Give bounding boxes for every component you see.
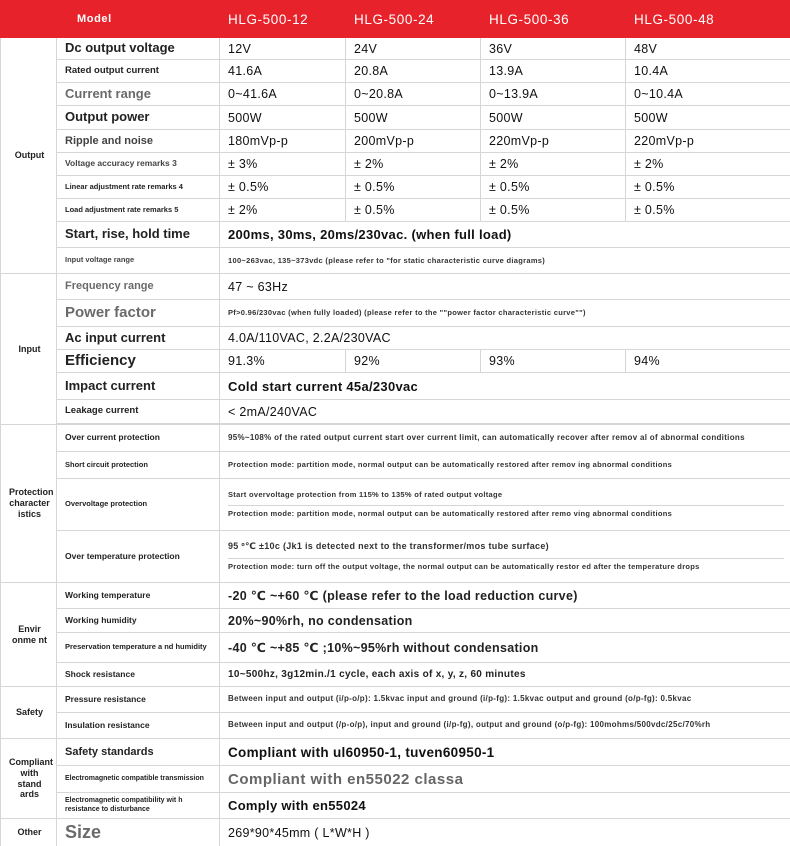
- value-cell: 220mVp-p: [626, 130, 790, 153]
- value-cell: -20 ℃ ~+60 ℃ (please refer to the load reduction curve): [220, 583, 790, 609]
- label-working-humidity: Working humidity: [57, 609, 220, 633]
- value-cell: 100~263vac, 135~373vdc (please refer to "for static characteristic curve diagrams): [220, 248, 790, 274]
- label-current-range: Current range: [57, 83, 220, 106]
- value-cell: 20%~90%rh, no condensation: [220, 609, 790, 633]
- row-input-voltage-range: [1, 248, 790, 274]
- group-safety: Safety: [1, 687, 57, 739]
- model-header: Model: [1, 1, 220, 38]
- label-shock-resistance: Shock resistance: [57, 663, 220, 687]
- label-insulation-resistance: Insulation resistance: [57, 713, 220, 739]
- value-cell: 500W: [220, 106, 346, 130]
- value-cell: 10.4A: [626, 60, 790, 83]
- value-cell: 41.6A: [220, 60, 346, 83]
- value-cell: < 2mA/240VAC: [220, 400, 790, 424]
- value-cell: 500W: [346, 106, 481, 130]
- row-dc-output-voltage: [1, 38, 790, 60]
- group-other: Other: [1, 819, 57, 846]
- row-safety-standards: [1, 739, 790, 766]
- row-insulation-resistance: [1, 713, 790, 739]
- label-output-power: Output power: [57, 106, 220, 130]
- label-frequency-range: Frequency range: [57, 274, 220, 300]
- row-over-current: [1, 425, 790, 452]
- row-short-circuit: [1, 452, 790, 479]
- row-over-temperature: [1, 531, 790, 583]
- row-ripple-noise: [1, 130, 790, 153]
- label-size: Size: [57, 819, 220, 846]
- over-temperature-line-1: 95 º℃ ±10c (Jk1 is detected next to the transformer/mos tube surface): [228, 541, 549, 552]
- value-cell: 47 ~ 63Hz: [220, 274, 790, 300]
- value-cell: 180mVp-p: [220, 130, 346, 153]
- row-ac-input-current: [1, 327, 790, 350]
- group-protection: Protection character istics: [1, 425, 57, 583]
- group-environment: Envir onme nt: [1, 583, 57, 687]
- label-load-adjustment: Load adjustment rate remarks 5: [57, 199, 220, 222]
- over-temperature-line-2: Protection mode: turn off the output voltage, the normal output can be automatically restor ed after the temperature drops: [228, 558, 784, 575]
- value-cell: 24V: [346, 38, 481, 60]
- value-cell: 200ms, 30ms, 20ms/230vac. (when full load): [220, 222, 790, 248]
- row-pressure-resistance: [1, 687, 790, 713]
- label-linear-adjustment: Linear adjustment rate remarks 4: [57, 176, 220, 199]
- overvoltage-line-2: Protection mode: partition mode, normal output can be automatically restored after remo ving abnormal conditions: [228, 505, 784, 522]
- value-cell: 0~10.4A: [626, 83, 790, 106]
- value-cell: 269*90*45mm ( L*W*H ): [220, 819, 790, 846]
- value-cell: Protection mode: partition mode, normal output can be automatically restored after remov ing abnormal conditions: [220, 452, 790, 479]
- label-emc-immunity: Electromagnetic compatibility wit h resistance to disturbance: [57, 793, 220, 819]
- group-compliant: Compliant with stand ards: [1, 739, 57, 819]
- label-start-rise-hold: Start, rise, hold time: [57, 222, 220, 248]
- label-voltage-accuracy: Voltage accuracy remarks 3: [57, 153, 220, 176]
- row-efficiency: [1, 350, 790, 373]
- value-cell: Between input and output (i/p-o/p): 1.5kvac input and ground (i/p-fg): 1.5kvac output and ground (o/p-fg): 0.5kvac: [220, 687, 790, 713]
- row-size: [1, 819, 790, 846]
- row-power-factor: [1, 300, 790, 327]
- value-cell: ± 0.5%: [626, 176, 790, 199]
- model-column-48: HLG-500-48: [626, 1, 790, 38]
- value-cell: 500W: [626, 106, 790, 130]
- group-input: Input: [1, 274, 57, 425]
- value-cell: Comply with en55024: [220, 793, 790, 819]
- row-load-adjustment: [1, 199, 790, 222]
- value-cell: ± 0.5%: [346, 199, 481, 222]
- value-cell: ± 3%: [220, 153, 346, 176]
- row-frequency-range: [1, 274, 790, 300]
- model-column-12: HLG-500-12: [220, 1, 346, 38]
- row-emc-immunity: [1, 793, 790, 819]
- value-cell: 220mVp-p: [481, 130, 626, 153]
- value-cell: Pf>0.96/230vac (when fully loaded) (please refer to the ""power factor characteristic curve""): [220, 300, 790, 327]
- label-overvoltage: Overvoltage protection: [57, 479, 220, 531]
- model-column-36: HLG-500-36: [481, 1, 626, 38]
- label-preservation: Preservation temperature a nd humidity: [57, 633, 220, 663]
- label-over-temperature: Over temperature protection: [57, 531, 220, 583]
- header-row: [1, 1, 790, 38]
- label-emc-transmission: Electromagnetic compatible transmission: [57, 766, 220, 793]
- value-cell: 95%~108% of the rated output current start over current limit, can automatically recover after remov al of abnormal conditions: [220, 425, 790, 452]
- row-working-humidity: [1, 609, 790, 633]
- value-cell: Compliant with en55022 classa: [220, 766, 790, 793]
- label-rated-output-current: Rated output current: [57, 60, 220, 83]
- row-working-temperature: [1, 583, 790, 609]
- value-cell: ± 2%: [481, 153, 626, 176]
- value-cell: [220, 531, 790, 583]
- label-pressure-resistance: Pressure resistance: [57, 687, 220, 713]
- value-cell: Compliant with ul60950-1, tuven60950-1: [220, 739, 790, 766]
- value-cell: 94%: [626, 350, 790, 373]
- row-linear-adjustment: [1, 176, 790, 199]
- label-leakage-current: Leakage current: [57, 400, 220, 424]
- label-working-temperature: Working temperature: [57, 583, 220, 609]
- label-efficiency: Efficiency: [57, 350, 220, 373]
- label-ac-input-current: Ac input current: [57, 327, 220, 350]
- value-cell: 0~13.9A: [481, 83, 626, 106]
- value-cell: [220, 479, 790, 531]
- label-safety-standards: Safety standards: [57, 739, 220, 766]
- value-cell: 12V: [220, 38, 346, 60]
- value-cell: ± 0.5%: [481, 199, 626, 222]
- label-short-circuit: Short circuit protection: [57, 452, 220, 479]
- label-power-factor: Power factor: [57, 300, 220, 327]
- value-cell: ± 0.5%: [346, 176, 481, 199]
- value-cell: ± 0.5%: [481, 176, 626, 199]
- row-impact-current: [1, 373, 790, 400]
- model-column-24: HLG-500-24: [346, 1, 481, 38]
- row-output-power: [1, 106, 790, 130]
- row-rated-output-current: [1, 60, 790, 83]
- value-cell: -40 ℃ ~+85 ℃ ;10%~95%rh without condensation: [220, 633, 790, 663]
- row-current-range: [1, 83, 790, 106]
- value-cell: 4.0A/110VAC, 2.2A/230VAC: [220, 327, 790, 350]
- overvoltage-line-1: Start overvoltage protection from 115% to 135% of rated output voltage: [228, 490, 503, 500]
- value-cell: 200mVp-p: [346, 130, 481, 153]
- value-cell: 0~41.6A: [220, 83, 346, 106]
- value-cell: ± 2%: [626, 153, 790, 176]
- value-cell: 500W: [481, 106, 626, 130]
- label-dc-output-voltage: Dc output voltage: [57, 38, 220, 60]
- row-shock-resistance: [1, 663, 790, 687]
- value-cell: ± 2%: [346, 153, 481, 176]
- value-cell: 10~500hz, 3g12min./1 cycle, each axis of x, y, z, 60 minutes: [220, 663, 790, 687]
- value-cell: 20.8A: [346, 60, 481, 83]
- value-cell: ± 0.5%: [220, 176, 346, 199]
- value-cell: 91.3%: [220, 350, 346, 373]
- row-emc-transmission: [1, 766, 790, 793]
- value-cell: 0~20.8A: [346, 83, 481, 106]
- row-overvoltage: [1, 479, 790, 531]
- row-preservation: [1, 633, 790, 663]
- label-input-voltage-range: Input voltage range: [57, 248, 220, 274]
- value-cell: Cold start current 45a/230vac: [220, 373, 790, 400]
- row-leakage-current: [1, 400, 790, 424]
- row-start-rise-hold: [1, 222, 790, 248]
- value-cell: 93%: [481, 350, 626, 373]
- value-cell: ± 0.5%: [626, 199, 790, 222]
- label-over-current: Over current protection: [57, 425, 220, 452]
- label-impact-current: Impact current: [57, 373, 220, 400]
- group-output: Output: [1, 38, 57, 274]
- value-cell: ± 2%: [220, 199, 346, 222]
- label-ripple-noise: Ripple and noise: [57, 130, 220, 153]
- value-cell: 13.9A: [481, 60, 626, 83]
- value-cell: 36V: [481, 38, 626, 60]
- row-voltage-accuracy: [1, 153, 790, 176]
- value-cell: 92%: [346, 350, 481, 373]
- value-cell: Between input and output (/p-o/p), input and ground (i/p-fg), output and ground (o/p-fg): 100mohms/500vdc/25c/70%rh: [220, 713, 790, 739]
- value-cell: 48V: [626, 38, 790, 60]
